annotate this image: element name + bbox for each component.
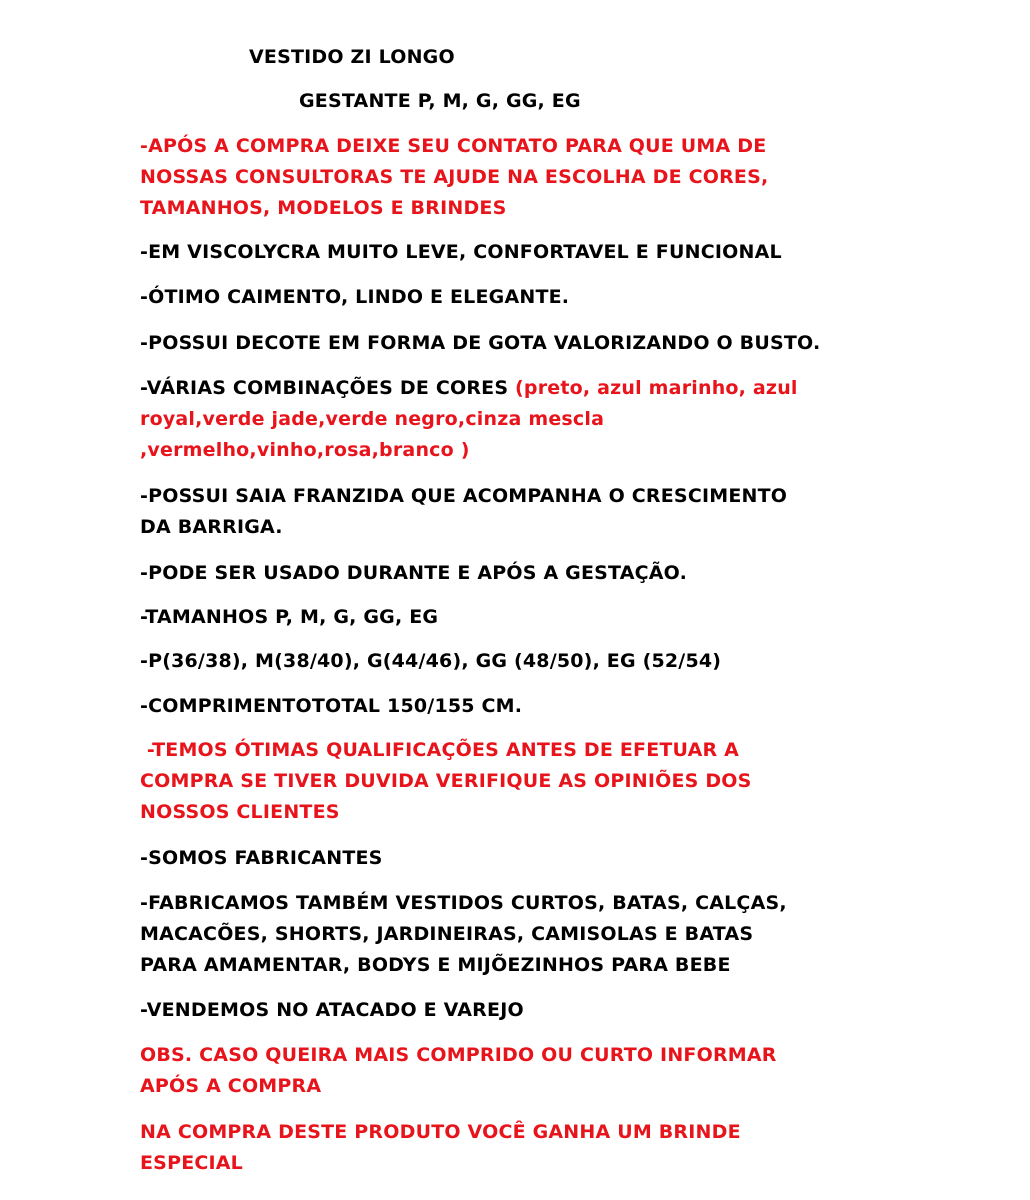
product-subtitle: GESTANTE P, M, G, GG, EG <box>299 90 581 112</box>
sales-line: -VENDEMOS NO ATACADO E VAREJO <box>140 999 524 1021</box>
fit-line: -ÓTIMO CAIMENTO, LINDO E ELEGANTE. <box>140 286 570 308</box>
manufacturer-line: -SOMOS FABRICANTES <box>140 847 383 869</box>
color-options-prefix: -VÁRIAS COMBINAÇÕES DE CORES <box>140 377 516 399</box>
color-options-line-1 <box>140 373 798 404</box>
contact-note-line-3: TAMANHOS, MODELOS E BRINDES <box>140 197 507 219</box>
usage-line: -PODE SER USADO DURANTE E APÓS A GESTAÇÃO. <box>140 562 688 584</box>
neckline-line: -POSSUI DECOTE EM FORMA DE GOTA VALORIZANDO O BUSTO. <box>140 332 821 354</box>
product-title: VESTIDO ZI LONGO <box>249 46 455 68</box>
contact-note-line-1: -APÓS A COMPRA DEIXE SEU CONTATO PARA QUE UMA DE <box>140 135 767 157</box>
length-line: -COMPRIMENTOTOTAL 150/155 CM. <box>140 695 523 717</box>
obs-line-1: OBS. CASO QUEIRA MAIS COMPRIDO OU CURTO INFORMAR <box>140 1044 777 1066</box>
obs-line-2: APÓS A COMPRA <box>140 1075 322 1097</box>
ratings-line-2: COMPRA SE TIVER DUVIDA VERIFIQUE AS OPINIÕES DOS <box>140 770 752 792</box>
fabric-line: -EM VISCOLYCRA MUITO LEVE, CONFORTAVEL E FUNCIONAL <box>140 241 782 263</box>
products-line-3: PARA AMAMENTAR, BODYS E MIJÕEZINHOS PARA BEBE <box>140 954 731 976</box>
gift-line-1: NA COMPRA DESTE PRODUTO VOCÊ GANHA UM BRINDE <box>140 1121 741 1143</box>
color-options-list-3: ,vermelho,vinho,rosa,branco ) <box>140 439 470 461</box>
products-line-1: -FABRICAMOS TAMBÉM VESTIDOS CURTOS, BATAS, CALÇAS, <box>140 892 787 914</box>
ratings-line-3: NOSSOS CLIENTES <box>140 801 340 823</box>
color-options-list-1: (preto, azul marinho, azul <box>515 377 798 399</box>
sizes-line: -TAMANHOS P, M, G, GG, EG <box>140 606 439 628</box>
skirt-line-1: -POSSUI SAIA FRANZIDA QUE ACOMPANHA O CRESCIMENTO <box>140 485 788 507</box>
color-options-list-2: royal,verde jade,verde negro,cinza mescla <box>140 408 605 430</box>
size-chart-line: -P(36/38), M(38/40), G(44/46), GG (48/50), EG (52/54) <box>140 650 722 672</box>
ratings-line-1: -TEMOS ÓTIMAS QUALIFICAÇÕES ANTES DE EFETUAR A <box>140 739 740 761</box>
gift-line-2: ESPECIAL <box>140 1152 243 1174</box>
products-line-2: MACACÕES, SHORTS, JARDINEIRAS, CAMISOLAS E BATAS <box>140 923 754 945</box>
skirt-line-2: DA BARRIGA. <box>140 516 283 538</box>
contact-note-line-2: NOSSAS CONSULTORAS TE AJUDE NA ESCOLHA DE CORES, <box>140 166 769 188</box>
